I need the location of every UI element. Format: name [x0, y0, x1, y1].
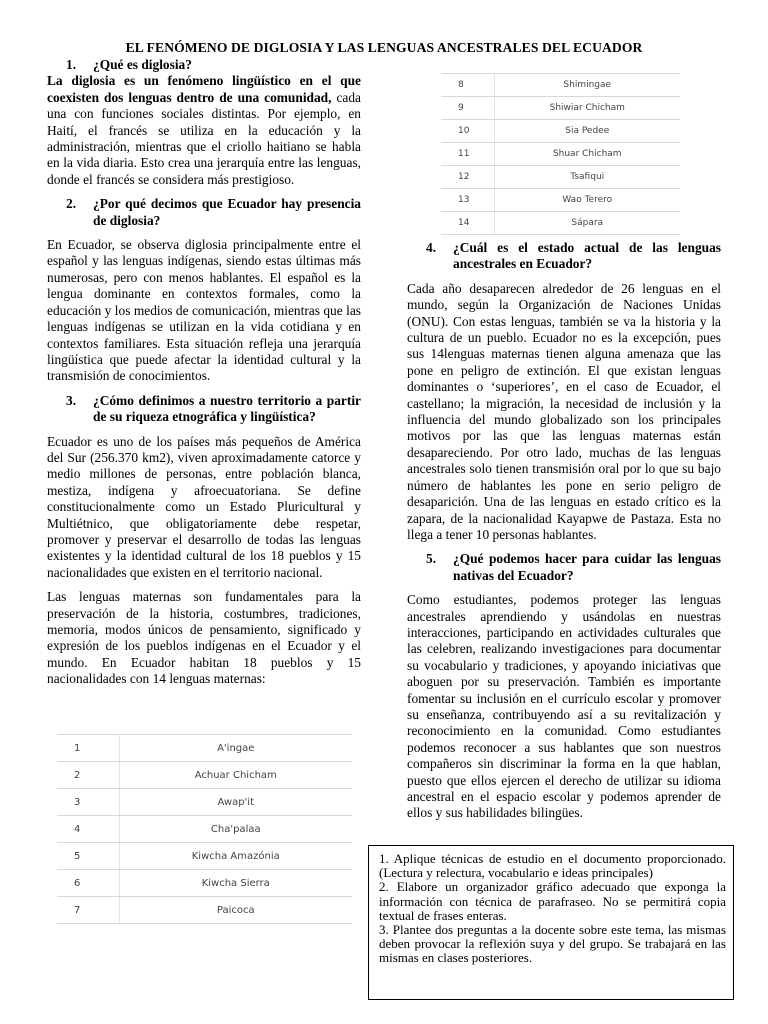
table-row	[57, 762, 352, 789]
row-number: 1	[57, 735, 119, 762]
section-1-text: cada una con funciones sociales distintas. Por ejemplo, en Haití, el francés se utiliza en la educación y la administración, mientras que el criollo haitiano se habla en la vida diaria. Esto crea una jerarquía entre las lenguas, donde el francés se considera más prestigioso.	[47, 89, 361, 187]
task-item-3: 3. Plantee dos preguntas a la docente sobre este tema, las mismas deben provocar la reflexión suya y del grupo. Se trabajará en las mismas en clases posteriores.	[379, 922, 726, 966]
table-row	[441, 120, 680, 143]
right-column	[407, 240, 721, 822]
section-5-number: 5.	[426, 551, 437, 567]
row-number: 10	[441, 120, 494, 143]
section-1-bold-lead: La diglosia es un fenómeno lingüístico en el que coexisten dos lenguas dentro de una comunidad,	[47, 73, 361, 105]
section-3-heading	[47, 393, 361, 426]
language-name: Sia Pedee	[494, 120, 680, 143]
row-number: 4	[57, 816, 119, 843]
languages-table-right	[441, 73, 680, 235]
row-number: 2	[57, 762, 119, 789]
task-item-2: 2. Elabore un organizador gráfico adecuado que exponga la información con técnica de parafraseo. No se permitirá copia textual de frases enteras.	[379, 879, 726, 923]
row-number: 14	[441, 212, 494, 235]
table-row	[441, 189, 680, 212]
table-row	[57, 816, 352, 843]
language-name: Kiwcha Sierra	[119, 870, 352, 897]
section-1-heading	[47, 57, 361, 73]
document-title: EL FENÓMENO DE DIGLOSIA Y LAS LENGUAS ANCESTRALES DEL ECUADOR	[125, 40, 643, 55]
section-4-heading	[407, 240, 721, 273]
section-5-heading	[407, 551, 721, 584]
table-row	[441, 74, 680, 97]
table-row	[57, 843, 352, 870]
section-3-body-1: Ecuador es uno de los países más pequeños de América del Sur (256.370 km2), viven aproximadamente catorce y medio millones de personas, entre población blanca, mestiza, indígena y afroecuatoriana. Se define constitucionalmente como un Estado Pluricultural y Multiétnico, que obligatoriamente debe respetar, promover y preservar el desarrollo de todas las lenguas existentes y la identidad cultural de los 18 pueblos y 15 nacionalidades que existen en el territorio nacional.	[47, 433, 361, 580]
section-2-number: 2.	[66, 196, 77, 212]
language-name: Achuar Chicham	[119, 762, 352, 789]
language-name: Shuar Chicham	[494, 143, 680, 166]
section-1-body	[47, 73, 361, 188]
table-row	[57, 870, 352, 897]
row-number: 13	[441, 189, 494, 212]
row-number: 7	[57, 897, 119, 924]
left-column	[47, 57, 361, 688]
section-4-question: ¿Cuál es el estado actual de las lenguas ancestrales en Ecuador?	[453, 240, 721, 272]
table-row	[441, 166, 680, 189]
table-row	[441, 212, 680, 235]
table-row	[441, 97, 680, 120]
languages-table-left	[57, 734, 352, 924]
language-name: Tsafiqui	[494, 166, 680, 189]
language-name: Kiwcha Amazónia	[119, 843, 352, 870]
tasks-box	[368, 845, 734, 1000]
table-row	[57, 735, 352, 762]
row-number: 9	[441, 97, 494, 120]
task-item-1: 1. Aplique técnicas de estudio en el documento proporcionado. (Lectura y relectura, vocabulario e ideas principales)	[379, 851, 726, 881]
row-number: 5	[57, 843, 119, 870]
section-5-body: Como estudiantes, podemos proteger las lenguas ancestrales aprendiendo y usándolas en nuestras interacciones, participando en actividades culturales que las celebren, realizando investigaciones para documentar su vocabulario y tradiciones, y apoyando iniciativas que aboguen por su preservación. También es importante fomentar su inclusión en el currículo escolar y promover su enseñanza, contribuyendo así a su revitalización y reconocimiento en la comunidad. Como estudiantes podemos reconocer a sus hablantes que son nuestros compañeros sin discriminar la forma en la que hablan, puesto que ellos ejercen el derecho de utilizar su idioma ancestral en el espacio escolar y podemos aprender de ellos y sus habilidades bilingües.	[407, 592, 721, 821]
section-1-question: ¿Qué es diglosia?	[93, 57, 192, 72]
section-2-question: ¿Por qué decimos que Ecuador hay presencia de diglosia?	[93, 196, 361, 228]
table-row	[57, 897, 352, 924]
section-2-heading	[47, 196, 361, 229]
language-name: Wao Terero	[494, 189, 680, 212]
section-2-body: En Ecuador, se observa diglosia principalmente entre el español y las lenguas indígenas, siendo estas últimas más numerosas, pero con menos hablantes. El español es la lengua dominante en contextos formales, como la educación y los medios de comunicación, mientras que las lenguas indígenas se utilizan en la vida cotidiana y en contextos familiares. Esta situación refleja una jerarquía lingüística que puede afectar la identidad cultural y la transmisión de conocimientos.	[47, 237, 361, 384]
section-3-number: 3.	[66, 392, 77, 408]
table-row	[57, 789, 352, 816]
language-name: A'ingae	[119, 735, 352, 762]
section-3-question: ¿Cómo definimos a nuestro territorio a partir de su riqueza etnográfica y lingüística?	[93, 392, 361, 425]
row-number: 8	[441, 74, 494, 97]
row-number: 11	[441, 143, 494, 166]
section-4-number: 4.	[426, 240, 437, 255]
row-number: 3	[57, 789, 119, 816]
section-5-question: ¿Qué podemos hacer para cuidar las lenguas nativas del Ecuador?	[453, 551, 721, 583]
language-name: Shiwiar Chicham	[494, 97, 680, 120]
language-name: Shimingae	[494, 74, 680, 97]
row-number: 12	[441, 166, 494, 189]
section-1-number: 1.	[66, 57, 77, 72]
language-name: Paicoca	[119, 897, 352, 924]
section-3-body-2: Las lenguas maternas son fundamentales para la preservación de la historia, costumbres, tradiciones, memoria, modos únicos de pensamiento, significado y expresión de los pueblos indígenas en el Ecuador y el mundo. En Ecuador habitan 18 pueblos y 15 nacionalidades con 14 lenguas maternas:	[47, 589, 361, 687]
language-name: Sápara	[494, 212, 680, 235]
language-name: Cha'palaa	[119, 816, 352, 843]
language-name: Awap'it	[119, 789, 352, 816]
section-4-body: Cada año desaparecen alrededor de 26 lenguas en el mundo, según la Organización de Naciones Unidas (ONU). Con estas lenguas, también se va la historia y la cultura de un pueblo. Ecuador no es la excepción, pues sus 14lenguas maternas tienen alguna amenaza que las pone en peligro de extinción. El que existan lenguas dominantes o ‘superiores’, en el caso de Ecuador, el castellano; la migración, la necesidad de inclusión y la influencia del mundo globalizado son los principales motivos por las que las lenguas maternas están desapareciendo. Por otro lado, muchas de las lenguas ancestrales solo tienen transmisión oral por lo que su bajo número de hablantes les pone en serio peligro de desaparición. Una de las lenguas en estado crítico es la zapara, de la nacionalidad Kayapwe de Pastaza. Esta no llega a tener 10 personas hablantes.	[407, 280, 721, 542]
table-row	[441, 143, 680, 166]
row-number: 6	[57, 870, 119, 897]
